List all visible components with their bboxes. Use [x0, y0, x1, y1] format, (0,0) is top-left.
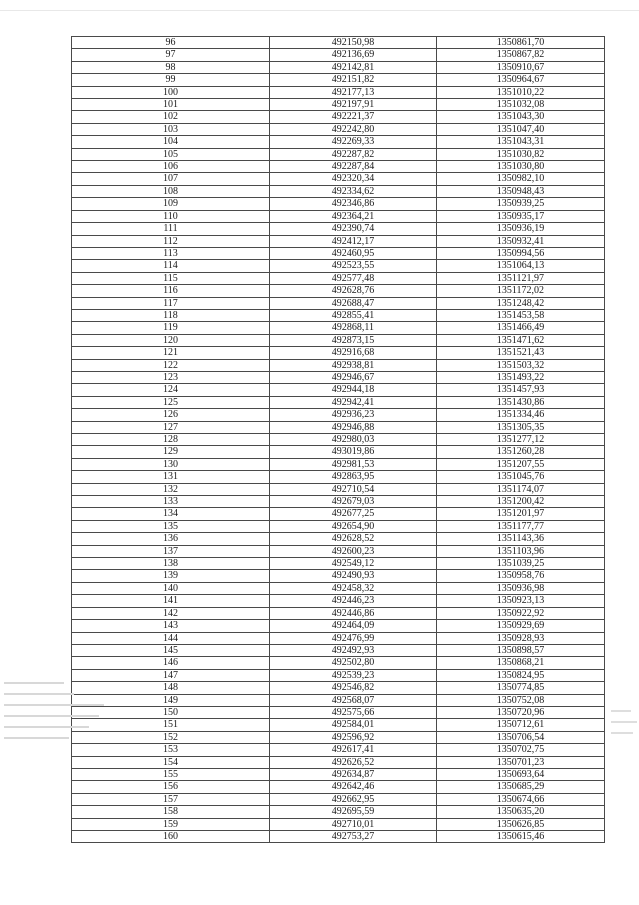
- y-coordinate-cell: 1350615,46: [437, 831, 605, 843]
- y-coordinate-cell: 1351466,49: [437, 322, 605, 334]
- x-coordinate-cell: 492596,92: [270, 731, 437, 743]
- table-row: [72, 632, 605, 644]
- point-number-cell: 96: [72, 37, 270, 49]
- x-coordinate-cell: 492980,03: [270, 434, 437, 446]
- page-top-edge: [0, 0, 639, 11]
- x-coordinate-cell: 492946,88: [270, 421, 437, 433]
- x-coordinate-cell: 492177,13: [270, 86, 437, 98]
- point-number-cell: 139: [72, 570, 270, 582]
- point-number-cell: 119: [72, 322, 270, 334]
- point-number-cell: 117: [72, 297, 270, 309]
- x-coordinate-cell: 492446,86: [270, 607, 437, 619]
- table-row: [72, 434, 605, 446]
- y-coordinate-cell: 1351047,40: [437, 123, 605, 135]
- table-row: [72, 260, 605, 272]
- point-number-cell: 133: [72, 496, 270, 508]
- x-coordinate-cell: 492346,86: [270, 198, 437, 210]
- coordinates-table: [71, 36, 605, 843]
- x-coordinate-cell: 492584,01: [270, 719, 437, 731]
- table-row: [72, 657, 605, 669]
- point-number-cell: 147: [72, 669, 270, 681]
- x-coordinate-cell: 492634,87: [270, 768, 437, 780]
- point-number-cell: 158: [72, 806, 270, 818]
- table-row: [72, 756, 605, 768]
- table-row: [72, 471, 605, 483]
- point-number-cell: 112: [72, 235, 270, 247]
- y-coordinate-cell: 1351207,55: [437, 458, 605, 470]
- table-row: [72, 744, 605, 756]
- x-coordinate-cell: 492464,09: [270, 620, 437, 632]
- table-row: [72, 421, 605, 433]
- y-coordinate-cell: 1351334,46: [437, 409, 605, 421]
- table-row: [72, 719, 605, 731]
- point-number-cell: 103: [72, 123, 270, 135]
- point-number-cell: 154: [72, 756, 270, 768]
- point-number-cell: 113: [72, 247, 270, 259]
- point-number-cell: 140: [72, 582, 270, 594]
- table-row: [72, 223, 605, 235]
- table-row: [72, 371, 605, 383]
- table-row: [72, 669, 605, 681]
- point-number-cell: 128: [72, 434, 270, 446]
- x-coordinate-cell: 492628,52: [270, 533, 437, 545]
- table-row: [72, 384, 605, 396]
- y-coordinate-cell: 1351430,86: [437, 396, 605, 408]
- y-coordinate-cell: 1351030,80: [437, 161, 605, 173]
- table-row: [72, 483, 605, 495]
- table-row: [72, 620, 605, 632]
- point-number-cell: 109: [72, 198, 270, 210]
- x-coordinate-cell: 492136,69: [270, 49, 437, 61]
- x-coordinate-cell: 492936,23: [270, 409, 437, 421]
- point-number-cell: 145: [72, 644, 270, 656]
- table-row: [72, 558, 605, 570]
- table-row: [72, 309, 605, 321]
- point-number-cell: 127: [72, 421, 270, 433]
- table-row: [72, 173, 605, 185]
- x-coordinate-cell: 492873,15: [270, 334, 437, 346]
- y-coordinate-cell: 1351260,28: [437, 446, 605, 458]
- y-coordinate-cell: 1350868,21: [437, 657, 605, 669]
- y-coordinate-cell: 1351457,93: [437, 384, 605, 396]
- y-coordinate-cell: 1350774,85: [437, 682, 605, 694]
- coordinates-table-body: [72, 37, 605, 843]
- point-number-cell: 110: [72, 210, 270, 222]
- table-row: [72, 322, 605, 334]
- y-coordinate-cell: 1350712,61: [437, 719, 605, 731]
- y-coordinate-cell: 1351174,07: [437, 483, 605, 495]
- point-number-cell: 97: [72, 49, 270, 61]
- x-coordinate-cell: 492568,07: [270, 694, 437, 706]
- x-coordinate-cell: 492981,53: [270, 458, 437, 470]
- table-row: [72, 359, 605, 371]
- y-coordinate-cell: 1350898,57: [437, 644, 605, 656]
- point-number-cell: 142: [72, 607, 270, 619]
- x-coordinate-cell: 492242,80: [270, 123, 437, 135]
- point-number-cell: 132: [72, 483, 270, 495]
- y-coordinate-cell: 1351010,22: [437, 86, 605, 98]
- x-coordinate-cell: 492320,34: [270, 173, 437, 185]
- y-coordinate-cell: 1351471,62: [437, 334, 605, 346]
- table-row: [72, 706, 605, 718]
- point-number-cell: 135: [72, 520, 270, 532]
- point-number-cell: 108: [72, 185, 270, 197]
- y-coordinate-cell: 1350861,70: [437, 37, 605, 49]
- x-coordinate-cell: 492938,81: [270, 359, 437, 371]
- table-row: [72, 198, 605, 210]
- table-row: [72, 806, 605, 818]
- x-coordinate-cell: 492476,99: [270, 632, 437, 644]
- x-coordinate-cell: 492695,59: [270, 806, 437, 818]
- table-row: [72, 831, 605, 843]
- coordinates-table-container: [71, 36, 605, 843]
- table-row: [72, 123, 605, 135]
- x-coordinate-cell: 492868,11: [270, 322, 437, 334]
- x-coordinate-cell: 492575,66: [270, 706, 437, 718]
- table-row: [72, 508, 605, 520]
- table-row: [72, 793, 605, 805]
- y-coordinate-cell: 1351143,36: [437, 533, 605, 545]
- y-coordinate-cell: 1351493,22: [437, 371, 605, 383]
- point-number-cell: 152: [72, 731, 270, 743]
- point-number-cell: 123: [72, 371, 270, 383]
- x-coordinate-cell: 492142,81: [270, 61, 437, 73]
- table-row: [72, 210, 605, 222]
- y-coordinate-cell: 1350939,25: [437, 198, 605, 210]
- x-coordinate-cell: 492523,55: [270, 260, 437, 272]
- y-coordinate-cell: 1350932,41: [437, 235, 605, 247]
- point-number-cell: 143: [72, 620, 270, 632]
- x-coordinate-cell: 492654,90: [270, 520, 437, 532]
- point-number-cell: 131: [72, 471, 270, 483]
- point-number-cell: 137: [72, 545, 270, 557]
- y-coordinate-cell: 1350752,08: [437, 694, 605, 706]
- point-number-cell: 149: [72, 694, 270, 706]
- point-number-cell: 116: [72, 285, 270, 297]
- y-coordinate-cell: 1350928,93: [437, 632, 605, 644]
- table-row: [72, 111, 605, 123]
- x-coordinate-cell: 492546,82: [270, 682, 437, 694]
- x-coordinate-cell: 492221,37: [270, 111, 437, 123]
- table-row: [72, 595, 605, 607]
- table-row: [72, 235, 605, 247]
- y-coordinate-cell: 1350936,98: [437, 582, 605, 594]
- y-coordinate-cell: 1351039,25: [437, 558, 605, 570]
- x-coordinate-cell: 492617,41: [270, 744, 437, 756]
- y-coordinate-cell: 1350948,43: [437, 185, 605, 197]
- table-row: [72, 49, 605, 61]
- x-coordinate-cell: 492492,93: [270, 644, 437, 656]
- x-coordinate-cell: 492549,12: [270, 558, 437, 570]
- y-coordinate-cell: 1350867,82: [437, 49, 605, 61]
- y-coordinate-cell: 1351103,96: [437, 545, 605, 557]
- point-number-cell: 138: [72, 558, 270, 570]
- point-number-cell: 156: [72, 781, 270, 793]
- x-coordinate-cell: 492679,03: [270, 496, 437, 508]
- y-coordinate-cell: 1351121,97: [437, 272, 605, 284]
- y-coordinate-cell: 1350922,92: [437, 607, 605, 619]
- y-coordinate-cell: 1350958,76: [437, 570, 605, 582]
- table-row: [72, 74, 605, 86]
- table-row: [72, 61, 605, 73]
- y-coordinate-cell: 1351200,42: [437, 496, 605, 508]
- y-coordinate-cell: 1351503,32: [437, 359, 605, 371]
- table-row: [72, 285, 605, 297]
- y-coordinate-cell: 1350701,23: [437, 756, 605, 768]
- table-row: [72, 694, 605, 706]
- point-number-cell: 150: [72, 706, 270, 718]
- table-row: [72, 334, 605, 346]
- point-number-cell: 134: [72, 508, 270, 520]
- y-coordinate-cell: 1351043,30: [437, 111, 605, 123]
- x-coordinate-cell: 492946,67: [270, 371, 437, 383]
- y-coordinate-cell: 1351045,76: [437, 471, 605, 483]
- x-coordinate-cell: 492662,95: [270, 793, 437, 805]
- table-row: [72, 136, 605, 148]
- x-coordinate-cell: 492677,25: [270, 508, 437, 520]
- y-coordinate-cell: 1350685,29: [437, 781, 605, 793]
- x-coordinate-cell: 492855,41: [270, 309, 437, 321]
- x-coordinate-cell: 492334,62: [270, 185, 437, 197]
- point-number-cell: 129: [72, 446, 270, 458]
- x-coordinate-cell: 492269,33: [270, 136, 437, 148]
- y-coordinate-cell: 1351248,42: [437, 297, 605, 309]
- table-row: [72, 768, 605, 780]
- point-number-cell: 114: [72, 260, 270, 272]
- y-coordinate-cell: 1350702,75: [437, 744, 605, 756]
- x-coordinate-cell: 492390,74: [270, 223, 437, 235]
- table-row: [72, 185, 605, 197]
- point-number-cell: 126: [72, 409, 270, 421]
- y-coordinate-cell: 1350982,10: [437, 173, 605, 185]
- table-row: [72, 161, 605, 173]
- table-row: [72, 396, 605, 408]
- x-coordinate-cell: 492287,82: [270, 148, 437, 160]
- y-coordinate-cell: 1350674,66: [437, 793, 605, 805]
- point-number-cell: 122: [72, 359, 270, 371]
- point-number-cell: 102: [72, 111, 270, 123]
- y-coordinate-cell: 1350626,85: [437, 818, 605, 830]
- point-number-cell: 136: [72, 533, 270, 545]
- table-row: [72, 347, 605, 359]
- y-coordinate-cell: 1350923,13: [437, 595, 605, 607]
- y-coordinate-cell: 1350935,17: [437, 210, 605, 222]
- x-coordinate-cell: 492863,95: [270, 471, 437, 483]
- y-coordinate-cell: 1351032,08: [437, 99, 605, 111]
- table-row: [72, 37, 605, 49]
- point-number-cell: 99: [72, 74, 270, 86]
- y-coordinate-cell: 1350635,20: [437, 806, 605, 818]
- point-number-cell: 151: [72, 719, 270, 731]
- y-coordinate-cell: 1350929,69: [437, 620, 605, 632]
- table-row: [72, 409, 605, 421]
- x-coordinate-cell: 492460,95: [270, 247, 437, 259]
- point-number-cell: 106: [72, 161, 270, 173]
- x-coordinate-cell: 492753,27: [270, 831, 437, 843]
- point-number-cell: 111: [72, 223, 270, 235]
- point-number-cell: 148: [72, 682, 270, 694]
- y-coordinate-cell: 1351521,43: [437, 347, 605, 359]
- x-coordinate-cell: 492151,82: [270, 74, 437, 86]
- y-coordinate-cell: 1350706,54: [437, 731, 605, 743]
- y-coordinate-cell: 1351277,12: [437, 434, 605, 446]
- table-row: [72, 458, 605, 470]
- table-row: [72, 99, 605, 111]
- x-coordinate-cell: 492287,84: [270, 161, 437, 173]
- x-coordinate-cell: 492710,01: [270, 818, 437, 830]
- table-row: [72, 731, 605, 743]
- x-coordinate-cell: 492600,23: [270, 545, 437, 557]
- point-number-cell: 118: [72, 309, 270, 321]
- x-coordinate-cell: 492628,76: [270, 285, 437, 297]
- point-number-cell: 124: [72, 384, 270, 396]
- point-number-cell: 121: [72, 347, 270, 359]
- point-number-cell: 104: [72, 136, 270, 148]
- point-number-cell: 105: [72, 148, 270, 160]
- x-coordinate-cell: 492412,17: [270, 235, 437, 247]
- right-margin-bleed: [611, 710, 637, 770]
- x-coordinate-cell: 492364,21: [270, 210, 437, 222]
- y-coordinate-cell: 1351030,82: [437, 148, 605, 160]
- table-row: [72, 644, 605, 656]
- point-number-cell: 157: [72, 793, 270, 805]
- x-coordinate-cell: 492577,48: [270, 272, 437, 284]
- x-coordinate-cell: 492688,47: [270, 297, 437, 309]
- x-coordinate-cell: 492502,80: [270, 657, 437, 669]
- point-number-cell: 100: [72, 86, 270, 98]
- table-row: [72, 272, 605, 284]
- table-row: [72, 682, 605, 694]
- table-row: [72, 781, 605, 793]
- point-number-cell: 120: [72, 334, 270, 346]
- point-number-cell: 160: [72, 831, 270, 843]
- x-coordinate-cell: 492446,23: [270, 595, 437, 607]
- point-number-cell: 130: [72, 458, 270, 470]
- x-coordinate-cell: 492539,23: [270, 669, 437, 681]
- x-coordinate-cell: 492626,52: [270, 756, 437, 768]
- x-coordinate-cell: 492642,46: [270, 781, 437, 793]
- table-row: [72, 607, 605, 619]
- point-number-cell: 101: [72, 99, 270, 111]
- x-coordinate-cell: 492458,32: [270, 582, 437, 594]
- table-row: [72, 818, 605, 830]
- x-coordinate-cell: 492916,68: [270, 347, 437, 359]
- table-row: [72, 446, 605, 458]
- table-row: [72, 148, 605, 160]
- x-coordinate-cell: 492710,54: [270, 483, 437, 495]
- y-coordinate-cell: 1350936,19: [437, 223, 605, 235]
- x-coordinate-cell: 492942,41: [270, 396, 437, 408]
- y-coordinate-cell: 1350720,96: [437, 706, 605, 718]
- y-coordinate-cell: 1350994,56: [437, 247, 605, 259]
- point-number-cell: 125: [72, 396, 270, 408]
- point-number-cell: 146: [72, 657, 270, 669]
- y-coordinate-cell: 1351043,31: [437, 136, 605, 148]
- x-coordinate-cell: 492944,18: [270, 384, 437, 396]
- left-margin-bleed: [4, 682, 104, 802]
- point-number-cell: 141: [72, 595, 270, 607]
- point-number-cell: 98: [72, 61, 270, 73]
- y-coordinate-cell: 1351177,77: [437, 520, 605, 532]
- table-row: [72, 297, 605, 309]
- table-row: [72, 582, 605, 594]
- point-number-cell: 115: [72, 272, 270, 284]
- table-row: [72, 533, 605, 545]
- x-coordinate-cell: 493019,86: [270, 446, 437, 458]
- y-coordinate-cell: 1351064,13: [437, 260, 605, 272]
- point-number-cell: 159: [72, 818, 270, 830]
- point-number-cell: 107: [72, 173, 270, 185]
- x-coordinate-cell: 492150,98: [270, 37, 437, 49]
- y-coordinate-cell: 1351305,35: [437, 421, 605, 433]
- x-coordinate-cell: 492197,91: [270, 99, 437, 111]
- table-row: [72, 86, 605, 98]
- y-coordinate-cell: 1350824,95: [437, 669, 605, 681]
- table-row: [72, 247, 605, 259]
- point-number-cell: 144: [72, 632, 270, 644]
- table-row: [72, 520, 605, 532]
- y-coordinate-cell: 1351201,97: [437, 508, 605, 520]
- table-row: [72, 496, 605, 508]
- point-number-cell: 155: [72, 768, 270, 780]
- y-coordinate-cell: 1350910,67: [437, 61, 605, 73]
- x-coordinate-cell: 492490,93: [270, 570, 437, 582]
- y-coordinate-cell: 1351453,58: [437, 309, 605, 321]
- point-number-cell: 153: [72, 744, 270, 756]
- y-coordinate-cell: 1351172,02: [437, 285, 605, 297]
- y-coordinate-cell: 1350964,67: [437, 74, 605, 86]
- table-row: [72, 570, 605, 582]
- y-coordinate-cell: 1350693,64: [437, 768, 605, 780]
- table-row: [72, 545, 605, 557]
